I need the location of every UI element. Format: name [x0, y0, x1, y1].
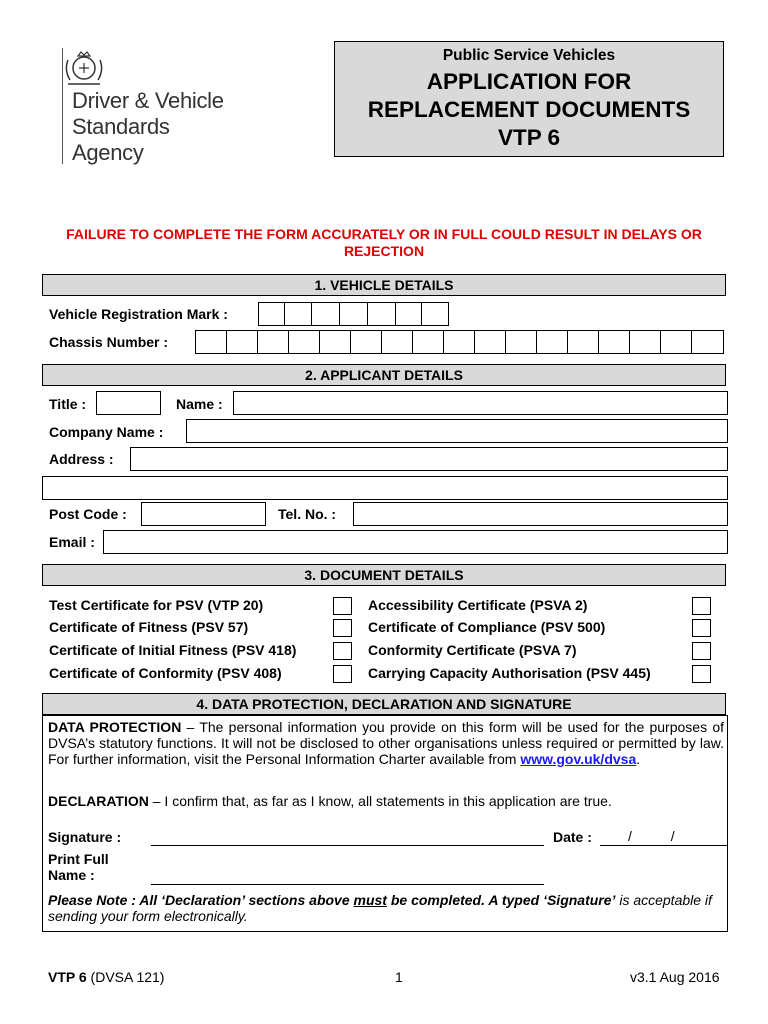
doc-psva7-checkbox[interactable] — [692, 642, 711, 660]
doc-psv445-label: Carrying Capacity Authorisation (PSV 445) — [368, 665, 651, 681]
section-applicant-details-heading: 2. APPLICANT DETAILS — [42, 364, 726, 386]
doc-psv500-checkbox[interactable] — [692, 619, 711, 637]
doc-psv57-checkbox[interactable] — [333, 619, 352, 637]
postcode-label: Post Code : — [49, 506, 127, 522]
vrm-label: Vehicle Registration Mark : — [49, 306, 228, 322]
company-label: Company Name : — [49, 424, 164, 440]
signature-label: Signature : — [48, 829, 122, 845]
doc-psv445-checkbox[interactable] — [692, 665, 711, 683]
date-separators: / / — [628, 828, 675, 844]
section-vehicle-details-heading: 1. VEHICLE DETAILS — [42, 274, 726, 296]
doc-psv57-label: Certificate of Fitness (PSV 57) — [49, 619, 249, 635]
address-label: Address : — [49, 451, 114, 467]
footer-page-number: 1 — [395, 969, 403, 985]
title-field[interactable] — [96, 391, 161, 415]
dvsa-link[interactable]: www.gov.uk/dvsa — [520, 751, 637, 767]
royal-crest-icon — [62, 46, 106, 88]
footer-version: v3.1 Aug 2016 — [630, 969, 720, 985]
agency-divider — [62, 48, 63, 164]
address-field-line2[interactable] — [42, 476, 728, 500]
doc-psv418-checkbox[interactable] — [333, 642, 352, 660]
section-document-details-heading: 3. DOCUMENT DETAILS — [42, 564, 726, 586]
vrm-field[interactable] — [258, 302, 449, 326]
title-label: Title : — [49, 396, 87, 412]
doc-vtp20-checkbox[interactable] — [333, 597, 352, 615]
print-name-field[interactable] — [151, 884, 544, 885]
email-field[interactable] — [103, 530, 728, 554]
warning-text: FAILURE TO COMPLETE THE FORM ACCURATELY OR IN FULL COULD RESULT IN DELAYS OR REJECTION — [66, 226, 702, 259]
declaration-text: DECLARATION – I confirm that, as far as I know, all statements in this application are true. — [48, 793, 612, 809]
doc-vtp20-label: Test Certificate for PSV (VTP 20) — [49, 597, 264, 613]
please-note-text: Please Note : All ‘Declaration’ sections above must be completed. A typed ‘Signature’ is acceptable if sending your form electronically. — [48, 892, 712, 924]
data-protection-text: DATA PROTECTION – The personal information you provide on this form will be used for the purposes of DVSA’s statutory functions. It will not be disclosed to other organisations unless required or permitted by law. For further information, visit the Personal Information Charter available from www.gov.uk/dvsa. — [48, 719, 724, 767]
name-field[interactable] — [233, 391, 728, 415]
form-title-box — [334, 41, 724, 157]
date-field[interactable] — [600, 845, 728, 846]
address-field-line1[interactable] — [130, 447, 728, 471]
doc-psv500-label: Certificate of Compliance (PSV 500) — [368, 619, 606, 635]
doc-psva2-checkbox[interactable] — [692, 597, 711, 615]
doc-psva2-label: Accessibility Certificate (PSVA 2) — [368, 597, 588, 613]
doc-psva7-label: Conformity Certificate (PSVA 7) — [368, 642, 577, 658]
doc-psv418-label: Certificate of Initial Fitness (PSV 418) — [49, 642, 297, 658]
chassis-field[interactable] — [195, 330, 724, 354]
agency-name: Driver & Vehicle Standards Agency — [72, 88, 224, 165]
email-label: Email : — [49, 534, 95, 550]
chassis-label: Chassis Number : — [49, 334, 169, 350]
doc-psv408-label: Certificate of Conformity (PSV 408) — [49, 665, 282, 681]
doc-psv408-checkbox[interactable] — [333, 665, 352, 683]
footer-form-code: VTP 6 (DVSA 121) — [48, 969, 165, 985]
tel-label: Tel. No. : — [278, 506, 337, 522]
company-field[interactable] — [186, 419, 728, 443]
form-subtitle: Public Service Vehicles — [442, 47, 616, 64]
section-declaration-heading: 4. DATA PROTECTION, DECLARATION AND SIGNATURE — [42, 693, 726, 715]
name-label: Name : — [176, 396, 223, 412]
tel-field[interactable] — [353, 502, 728, 526]
print-name-label: Print Full Name : — [48, 851, 109, 883]
form-title: APPLICATION FOR REPLACEMENT DOCUMENTS VTP 6 — [367, 69, 691, 150]
postcode-field[interactable] — [141, 502, 266, 526]
signature-field[interactable] — [151, 845, 544, 846]
date-label: Date : — [553, 829, 592, 845]
